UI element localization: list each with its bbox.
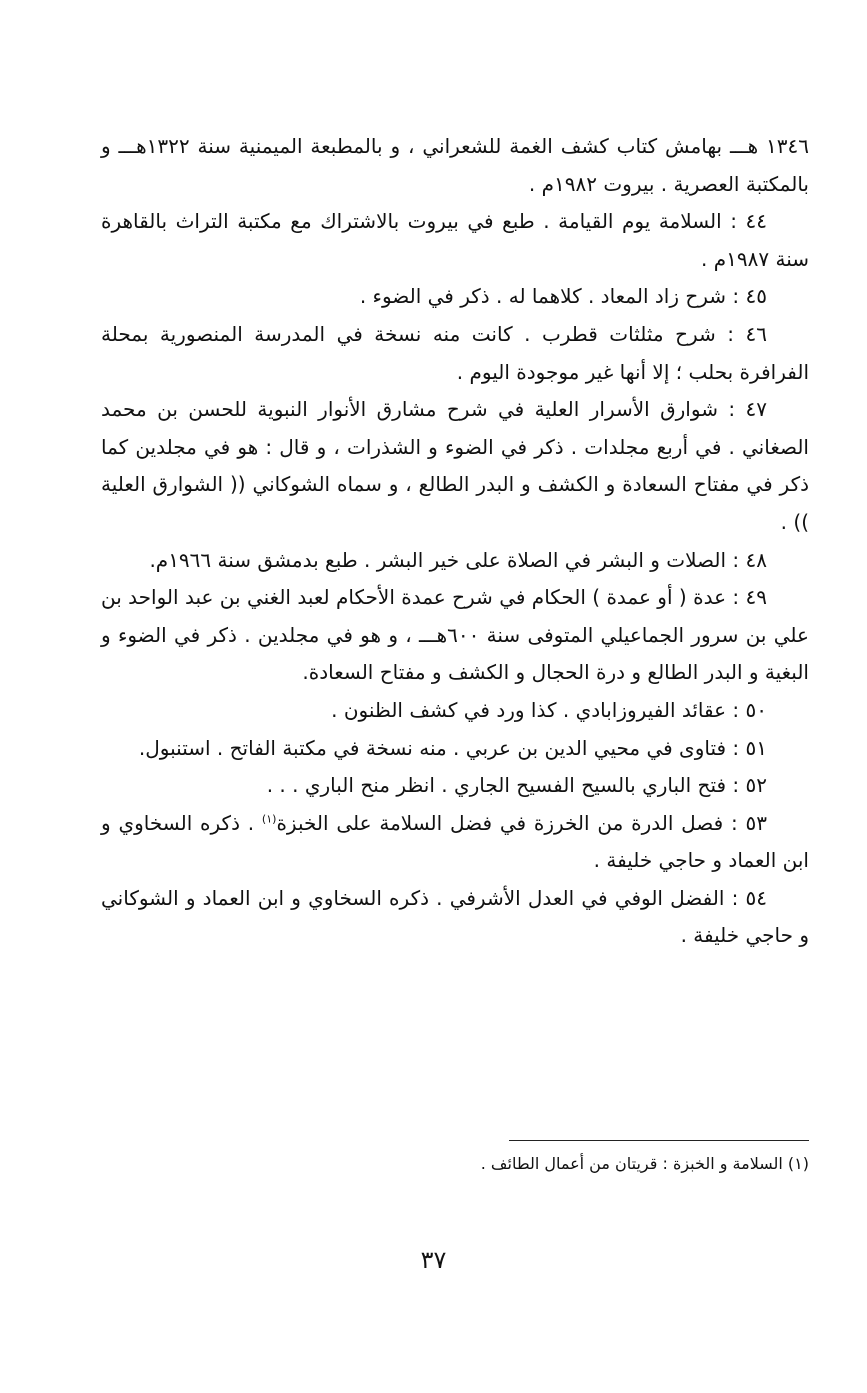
- footnote: (١) السلامة و الخبزة : قريتان من أعمال الطائف .: [480, 1154, 809, 1173]
- entry-48: ٤٨ : الصلات و البشر في الصلاة على خير البشر . طبع بدمشق سنة ١٩٦٦م.: [149, 547, 767, 572]
- entry-50: ٥٠ : عقائد الفيروزابادي . كذا ورد في كشف الظنون .: [331, 697, 767, 722]
- footnote-divider: [509, 1140, 809, 1141]
- paragraph-continuation: ١٣٤٦ هـــ بهامش كتاب كشف الغمة للشعراني ، و بالمطبعة الميمنية سنة ١٣٢٢هـــ و بالمكتبة العصرية . بيروت ١٩٨٢م .: [101, 134, 809, 196]
- page-number: ٣٧: [420, 1246, 447, 1274]
- entry-46: ٤٦ : شرح مثلثات قطرب . كانت منه نسخة في المدرسة المنصورية بمحلة الفرافرة بحلب ؛ إلا أنها غير موجودة اليوم .: [101, 321, 809, 384]
- entry-54: ٥٤ : الفضل الوفي في العدل الأشرفي . ذكره السخاوي و ابن العماد و الشوكاني و حاجي خليفة .: [101, 885, 809, 948]
- entry-53: [101, 805, 809, 880]
- main-text: [101, 128, 809, 955]
- entry-44: ٤٤ : السلامة يوم القيامة . طبع في بيروت بالاشتراك مع مكتبة التراث بالقاهرة سنة ١٩٨٧م .: [101, 209, 809, 271]
- entry-53-rest: . ذكره السخاوي و ابن العماد و حاجي خليفة .: [101, 810, 809, 873]
- entry-53-text: ٥٣ : فصل الدرة من الخرزة في فضل السلامة على الخبزة: [276, 810, 768, 835]
- entry-52: ٥٢ : فتح الباري بالسيح الفسيح الجاري . انظر منح الباري . . .: [266, 773, 767, 798]
- entry-45: ٤٥ : شرح زاد المعاد . كلاهما له . ذكر في الضوء .: [359, 284, 767, 309]
- entry-47: ٤٧ : شوارق الأسرار العلية في شرح مشارق الأنوار النبوية للحسن بن محمد الصغاني . في أربع مجلدات . ذكر في الضوء و الشذرات ، و قال : هو في مجلدين كما ذكر في مفتاح السعادة و الكشف و البدر الطالع ، و سماه الشوكاني (( الشوارق العلية )) .: [101, 397, 809, 534]
- entry-49: ٤٩ : عدة ( أو عمدة ) الحكام في شرح عمدة الأحكام لعبد الغني بن عبد الواحد بن علي بن سرور الجماعيلي المتوفى سنة ٦٠٠هـــ ، و هو في مجلدين . ذكر في الضوء و البغية و البدر الطالع و درة الحجال و الكشف و مفتاح السعادة.: [101, 585, 809, 685]
- entry-51: ٥١ : فتاوى في محيي الدين بن عربي . منه نسخة في مكتبة الفاتح . استنبول.: [138, 735, 767, 760]
- footnote-marker: (١): [261, 812, 277, 826]
